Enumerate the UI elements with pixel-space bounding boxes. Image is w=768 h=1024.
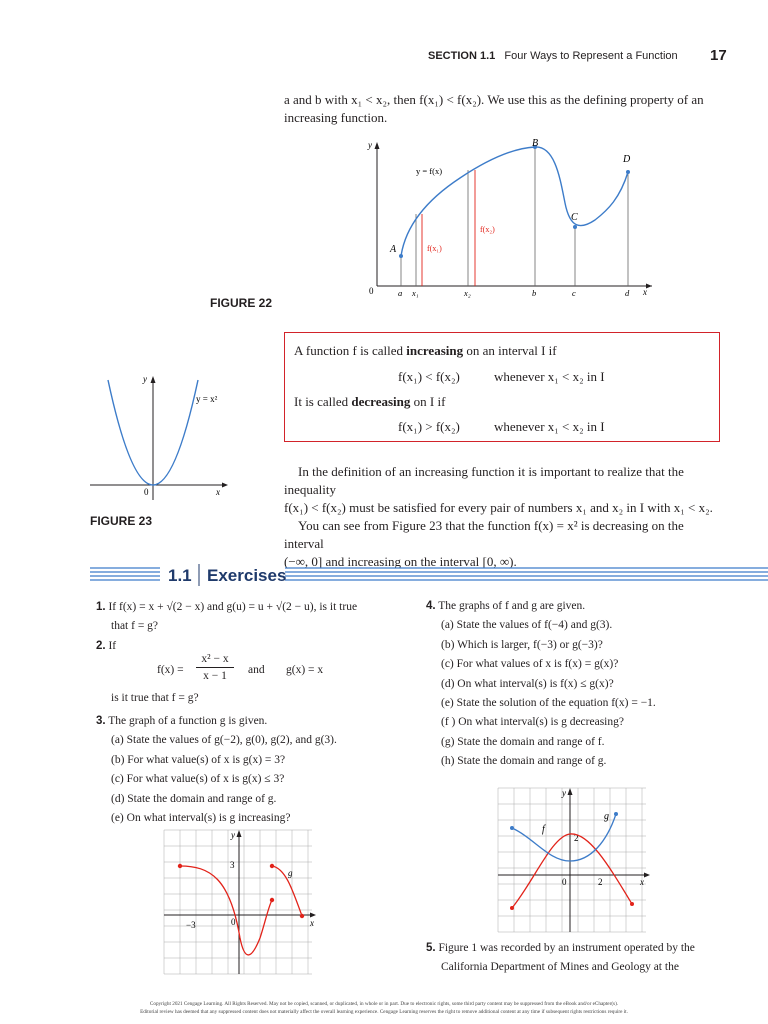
def-line-2: It is called decreasing on I if xyxy=(294,394,446,409)
ex4-f-label: f xyxy=(542,824,545,835)
ex3-origin: 0 xyxy=(231,917,236,927)
ex2-if: If xyxy=(108,640,117,652)
ex5-line-1: Figure 1 was recorded by an instrument operated by the xyxy=(438,942,695,954)
footer-line-2: Editorial review has deemed that any suppressed content does not materially affect the overall learning experience. Cengage Learning reserves the right to remove additional content at any time if subsequent rights restrictions require it. xyxy=(140,1008,628,1015)
fig22-tick-a: a xyxy=(398,288,403,298)
exercise-1 xyxy=(96,598,406,637)
def-cond-1: whenever x₁ < x₂ in I xyxy=(494,369,605,384)
fig22-ylabel: y xyxy=(368,140,372,150)
exercises-title: Exercises xyxy=(207,566,287,585)
fig22-tick-x1: x₁ xyxy=(412,288,419,298)
fig22-point-A xyxy=(399,254,403,258)
ex2-rhs: g(x) = x xyxy=(286,664,324,676)
def-line-1: A function f is called increasing on an interval I if xyxy=(294,343,557,358)
ex4-g-label: g xyxy=(604,811,609,822)
ex3-tick-y3: 3 xyxy=(230,860,235,870)
ex4-item-f: (f ) On what interval(s) is g decreasing? xyxy=(441,716,624,729)
exercise-3 xyxy=(96,712,406,828)
section-number: SECTION 1.1 xyxy=(428,50,496,62)
section-title: Four Ways to Represent a Function xyxy=(504,50,678,62)
fig22-label-A: A xyxy=(390,244,397,255)
ex2-and: and xyxy=(248,664,265,676)
fig22-curve xyxy=(401,147,628,256)
ex4-grid xyxy=(498,788,646,932)
ex4-tick-x2: 2 xyxy=(598,877,603,887)
ex2-num: 2. xyxy=(96,640,106,652)
ex3-curve-left xyxy=(180,866,272,955)
intro-paragraph xyxy=(284,91,724,127)
fig23-xlabel: x xyxy=(216,487,220,497)
fig22-curve-label: y = f(x) xyxy=(416,166,443,176)
fig22-point-C xyxy=(573,225,577,229)
ex5-num: 5. xyxy=(426,942,436,954)
ex3-ylabel: y xyxy=(231,830,235,840)
intro-line-1: a and b with x₁ < x₂, then f(x₁) < f(x₂). We use this as the defining property of an xyxy=(284,92,704,107)
fig22-label-B: B xyxy=(532,138,539,149)
ex3-intro: The graph of a function g is given. xyxy=(108,715,268,727)
fig23-curve-label: y = x² xyxy=(196,394,218,404)
ex2-lhs: f(x) = xyxy=(157,664,184,676)
ex1-num: 1. xyxy=(96,601,106,613)
exercise-5 xyxy=(426,939,736,978)
def-eq-2: f(x₁) > f(x₂) xyxy=(398,419,460,434)
copyright-footer xyxy=(60,1001,708,1016)
para-increasing xyxy=(284,463,724,571)
ex4-origin: 0 xyxy=(562,877,567,887)
fig23-ylabel: y xyxy=(143,374,147,384)
ex4-item-b: (b) Which is larger, f(−3) or g(−3)? xyxy=(441,638,603,651)
fig22-tick-c: c xyxy=(572,288,576,298)
fig22-origin: 0 xyxy=(369,286,374,296)
ex4-item-d: (d) On what interval(s) is f(x) ≤ g(x)? xyxy=(441,677,614,690)
running-header xyxy=(428,47,727,64)
ex3-tick-xn3: −3 xyxy=(186,920,196,930)
figure-23-label: FIGURE 23 xyxy=(90,514,153,528)
fig22-tick-d: d xyxy=(625,288,630,298)
exercises-rule xyxy=(0,560,768,592)
ex3-curve-right xyxy=(272,866,302,916)
ex2-numerator: x² − x xyxy=(196,651,234,668)
ex3-graph xyxy=(160,828,320,976)
ex4-item-a: (a) State the values of f(−4) and g(3). xyxy=(441,619,613,632)
ex4-ylabel: y xyxy=(562,788,566,798)
ex4-item-e: (e) State the solution of the equation f(x) = −1. xyxy=(441,697,656,710)
fig22-point-D xyxy=(626,170,630,174)
ex3-num: 3. xyxy=(96,715,106,727)
ex3-curve-label: g xyxy=(288,868,293,878)
ex3-item-d: (d) State the domain and range of g. xyxy=(111,792,277,805)
ex4-item-h: (h) State the domain and range of g. xyxy=(441,755,607,768)
page-number: 17 xyxy=(710,47,727,64)
ex3-item-b: (b) For what value(s) of x is g(x) = 3? xyxy=(111,753,286,766)
footer-line-1: Copyright 2021 Cengage Learning. All Rights Reserved. May not be copied, scanned, or duplicated, in whole or in part. Due to electronic rights, some third party content may be suppressed from the eBook and/or eChapter(s). xyxy=(149,1001,619,1007)
ex4-tick-y2: 2 xyxy=(574,833,579,843)
para2-line-2: f(x₁) < f(x₂) must be satisfied for every pair of numbers x₁ and x₂ in I with x₁ < x₂. xyxy=(284,500,713,515)
def-cond-2: whenever x₁ < x₂ in I xyxy=(494,419,605,434)
fig22-tick-x2: x₂ xyxy=(464,288,471,298)
ex3-xlabel: x xyxy=(310,918,314,928)
ex2-line-3: is it true that f = g? xyxy=(111,692,199,704)
fig22-label-C: C xyxy=(571,212,578,223)
fig22-annot-fx1: f(x₁) xyxy=(427,244,442,253)
ex4-intro: The graphs of f and g are given. xyxy=(438,600,586,612)
para2-line-4: (−∞, 0] and increasing on the interval [0, ∞). xyxy=(284,554,517,569)
ex4-item-c: (c) For what values of x is f(x) = g(x)? xyxy=(441,658,619,671)
intro-line-2: increasing function. xyxy=(284,110,388,125)
fig22-label-D: D xyxy=(623,154,631,165)
ex5-line-2: California Department of Mines and Geology at the xyxy=(441,961,679,974)
def-eq-1: f(x₁) < f(x₂) xyxy=(398,369,460,384)
exercise-2 xyxy=(96,637,116,656)
ex4-g-curve xyxy=(512,814,616,861)
fig22-xlabel: x xyxy=(643,287,647,297)
exercises-number: 1.1 xyxy=(168,566,192,585)
fig23-origin: 0 xyxy=(144,487,149,497)
exercise-4 xyxy=(426,597,736,772)
ex3-item-a: (a) State the values of g(−2), g(0), g(2), and g(3). xyxy=(111,734,337,747)
ex4-graph xyxy=(494,786,654,934)
ex1-line-1: If f(x) = x + √(2 − x) and g(u) = u + √(2 − u), is it true xyxy=(108,601,358,613)
fig22-tick-b: b xyxy=(532,288,537,298)
figure-22-label: FIGURE 22 xyxy=(210,296,273,310)
fig22-annot-fx2: f(x₂) xyxy=(480,225,495,234)
ex4-num: 4. xyxy=(426,600,436,612)
ex4-xlabel: x xyxy=(640,877,644,887)
ex2-denominator: x − 1 xyxy=(203,670,227,682)
figure-22-graph xyxy=(360,138,660,304)
figure-23-graph xyxy=(88,372,238,502)
ex4-item-g: (g) State the domain and range of f. xyxy=(441,735,605,748)
ex2-fraction xyxy=(196,651,234,684)
ex3-item-c: (c) For what value(s) of x is g(x) ≤ 3? xyxy=(111,773,285,786)
ex1-line-2: that f = g? xyxy=(111,620,159,633)
para2-line-3: You can see from Figure 23 that the function f(x) = x² is decreasing on the interval xyxy=(284,518,684,551)
para2-line-1: In the definition of an increasing function it is important to realize that the inequality xyxy=(284,464,684,497)
ex3-item-e: (e) On what interval(s) is g increasing? xyxy=(111,812,291,825)
ex3-grid xyxy=(164,830,312,974)
